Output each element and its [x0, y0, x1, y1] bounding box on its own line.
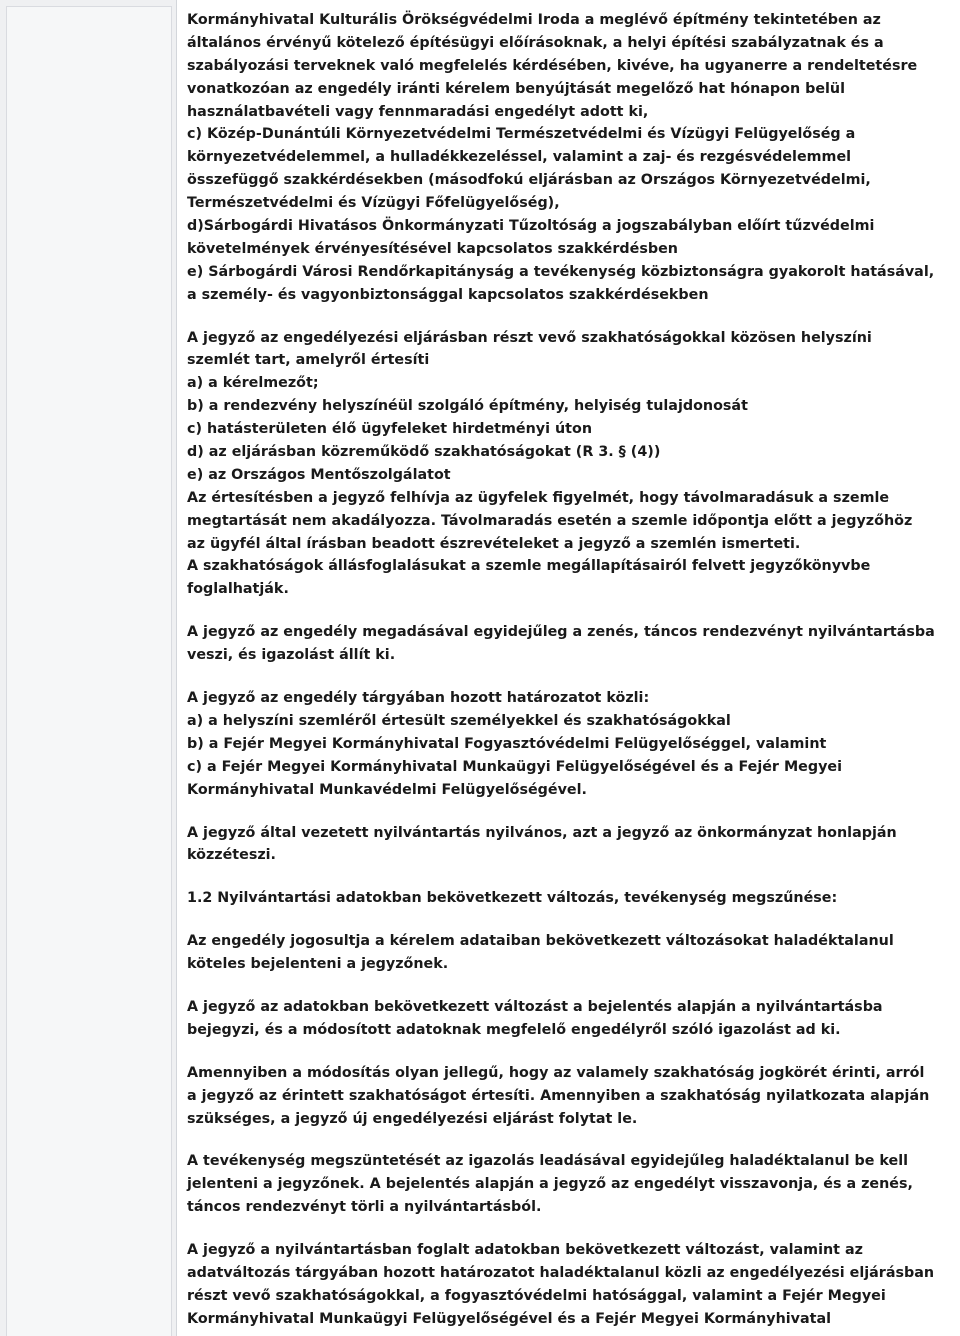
text-line: Az engedély jogosultja a kérelem adataiban bekövetkezett változásokat haladéktalanul — [187, 933, 894, 950]
text-line: általános érvényű kötelező építésügyi előírásoknak, a helyi építési szabályzatnak és a — [187, 34, 884, 51]
text-line: táncos rendezvényt törli a nyilvántartásból. — [187, 1199, 542, 1216]
text-line: szabályozási terveknek való megfelelés kérdésében, kivéve, ha ugyanerre a rendeltetésre — [187, 57, 918, 74]
text-line: foglalhatják. — [187, 581, 289, 598]
paragraph-gap — [187, 667, 957, 687]
text-line: a jegyző az érintett szakhatóságot értesíti. Amennyiben a szakhatóság nyilatkozata alapján — [187, 1087, 930, 1104]
text-line: Kormányhivatal Munkaügyi Felügyelőségével és a Fejér Megyei Kormányhivatal — [187, 1310, 832, 1327]
text-line: összefüggő szakkérdésekben (másodfokú eljárásban az Országos Környezetvédelmi, — [187, 172, 871, 189]
text-line: részt vevő szakhatóságokkal, a fogyasztóvédelmi hatósággal, valamint a Fejér Megyei — [187, 1287, 886, 1304]
text-line: e) az Országos Mentőszolgálatot — [187, 466, 451, 483]
text-line: b) a rendezvény helyszínéül szolgáló építmény, helyiség tulajdonosát — [187, 398, 748, 415]
text-line: közzéteszi. — [187, 847, 276, 864]
text-line: bejegyzi, és a módosított adatoknak megfelelő engedélyről szóló igazolást ad ki. — [187, 1021, 841, 1038]
paragraph-gap — [187, 1219, 957, 1239]
text-line: A jegyző a nyilvántartásban foglalt adatokban bekövetkezett változást, valamint az — [187, 1242, 863, 1259]
text-line: A tevékenység megszüntetését az igazolás leadásával egyidejűleg haladéktalanul be kell — [187, 1153, 909, 1170]
text-line: Természetvédelmi és Vízügyi Főfelügyelőség), — [187, 195, 560, 212]
text-line: szükséges, a jegyző új engedélyezési eljárást folytat le. — [187, 1110, 638, 1127]
text-line: c) a Fejér Megyei Kormányhivatal Munkaügyi Felügyelőségével és a Fejér Megyei — [187, 758, 843, 775]
text-line: veszi, és igazolást állít ki. — [187, 647, 396, 664]
text-line: szemlét tart, amelyről értesíti — [187, 352, 430, 369]
paragraph-gap — [187, 802, 957, 822]
text-line: a) a helyszíni szemléről értesült személyekkel és szakhatóságokkal — [187, 712, 731, 729]
text-line: A jegyző az engedély tárgyában hozott határozatot közli: — [187, 690, 650, 707]
text-line: jelenteni a jegyzőnek. A bejelentés alapján a jegyző az engedélyt visszavonja, és a zenés, — [187, 1176, 913, 1193]
document-content — [176, 0, 960, 1336]
paragraph-gap — [187, 601, 957, 621]
text-line: megtartását nem akadályozza. Távolmaradás esetén a szemle időpontja előtt a jegyzőhöz — [187, 512, 913, 529]
text-line: követelmények érvényesítésével kapcsolatos szakkérdésben — [187, 240, 678, 257]
text-line: e) Sárbogárdi Városi Rendőrkapitányság a tevékenység közbiztonságra gyakorolt hatásával, — [187, 263, 935, 280]
text-line: A jegyző az adatokban bekövetkezett változást a bejelentés alapján a nyilvántartásba — [187, 998, 883, 1015]
text-line: d) az eljárásban közreműködő szakhatóságokat (R 3. § (4)) — [187, 444, 661, 461]
text-line: Kormányhivatal Kulturális Örökségvédelmi Iroda a meglévő építmény tekintetében az — [187, 12, 881, 28]
text-line: A jegyző az engedély megadásával egyidejűleg a zenés, táncos rendezvényt nyilvántartásba — [187, 624, 935, 641]
paragraph-gap — [187, 307, 957, 327]
left-panel-inner — [6, 6, 172, 1336]
text-line: c) Közép-Dunántúli Környezetvédelmi Természetvédelmi és Vízügyi Felügyelőség a — [187, 126, 856, 143]
text-line: vonatkozóan az engedély iránti kérelem benyújtását megelőző hat hónapon belül — [187, 80, 846, 97]
text-line: 1.2 Nyilvántartási adatokban bekövetkezett változás, tevékenység megszűnése: — [187, 890, 838, 907]
paragraph-gap — [187, 976, 957, 996]
text-line: köteles bejelenteni a jegyzőnek. — [187, 956, 449, 973]
left-panel — [0, 0, 176, 1336]
paragraph-gap — [187, 1130, 957, 1150]
text-line: Az értesítésben a jegyző felhívja az ügyfelek figyelmét, hogy távolmaradásuk a szemle — [187, 489, 890, 506]
text-line: az ügyfél által írásban beadott észrevételeket a jegyző a szemlén ismerteti. — [187, 535, 801, 552]
text-line: A szakhatóságok állásfoglalásukat a szemle megállapításairól felvett jegyzőkönyvbe — [187, 558, 871, 575]
text-line: A jegyző az engedélyezési eljárásban részt vevő szakhatóságokkal közösen helyszíni — [187, 329, 872, 346]
paragraph-gap — [187, 1042, 957, 1062]
text-line: d)Sárbogárdi Hivatásos Önkormányzati Tűzoltóság a jogszabályban előírt tűzvédelmi — [187, 218, 875, 235]
text-line: a) a kérelmezőt; — [187, 375, 319, 392]
text-line: c) hatásterületen élő ügyfeleket hirdetményi úton — [187, 421, 592, 438]
text-line: Kormányhivatal Munkavédelmi Felügyelőségével. — [187, 781, 587, 798]
text-line: használatbavételi vagy fennmaradási engedélyt adott ki, — [187, 103, 649, 120]
paragraph-gap — [187, 910, 957, 930]
text-line: a személy- és vagyonbiztonsággal kapcsolatos szakkérdésekben — [187, 286, 709, 303]
text-line: A jegyző által vezetett nyilvántartás nyilvános, azt a jegyző az önkormányzat honlapján — [187, 824, 897, 841]
text-line: adatváltozás tárgyában hozott határozatot haladéktalanul közli az engedélyezési eljárásban — [187, 1264, 935, 1281]
text-line: Amennyiben a módosítás olyan jellegű, hogy az valamely szakhatóság jogkörét érinti, arról — [187, 1064, 925, 1081]
document-text — [187, 9, 957, 1331]
text-line: b) a Fejér Megyei Kormányhivatal Fogyasztóvédelmi Felügyelőséggel, valamint — [187, 735, 827, 752]
text-line: környezetvédelemmel, a hulladékkezeléssel, valamint a zaj- és rezgésvédelemmel — [187, 149, 852, 166]
paragraph-gap — [187, 867, 957, 887]
